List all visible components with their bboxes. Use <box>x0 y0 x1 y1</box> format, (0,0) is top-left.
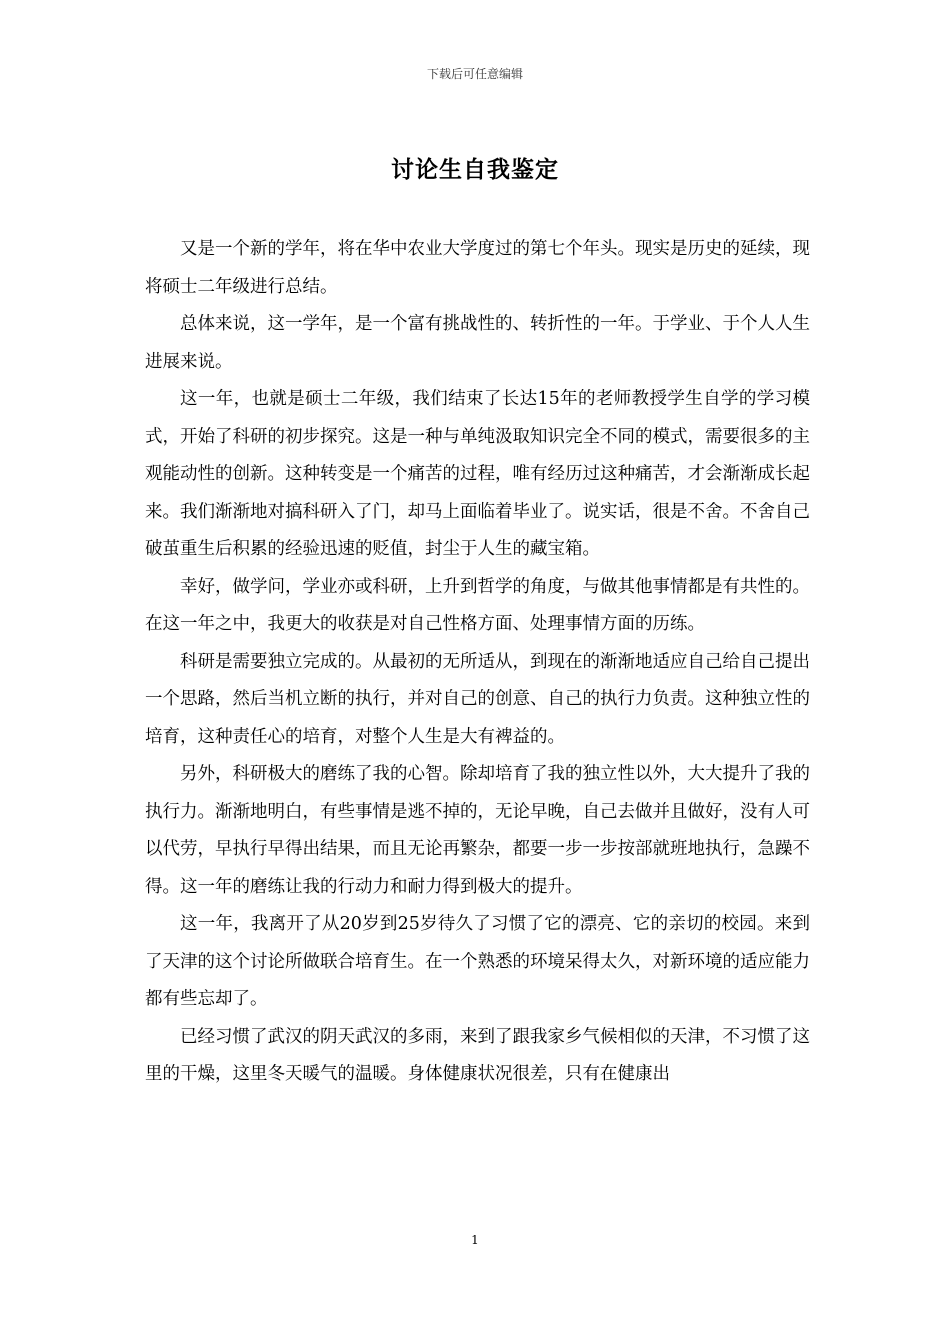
body-paragraph: 科研是需要独立完成的。从最初的无所适从，到现在的渐渐地适应自己给自己提出一个思路，然后当机立断的执行，并对自己的创意、自己的执行力负责。这种独立性的培育，这种责任心的培育，对整个人生是大有裨益的。 <box>145 651 810 747</box>
body-paragraph: 幸好，做学问，学业亦或科研，上升到哲学的角度，与做其他事情都是有共性的。在这一年之中，我更大的收获是对自己性格方面、处理事情方面的历练。 <box>145 576 810 634</box>
body-paragraph: 又是一个新的学年，将在华中农业大学度过的第七个年头。现实是历史的延续，现将硕士二年级进行总结。 <box>145 239 810 297</box>
page-header: 下载后可任意编辑 <box>426 67 523 81</box>
body-paragraph: 这一年，我离开了从20岁到25岁待久了习惯了它的漂亮、它的亲切的校园。来到了天津的这个讨论所做联合培育生。在一个熟悉的环境呆得太久，对新环境的适应能力都有些忘却了。 <box>145 914 810 1009</box>
document-title: 讨论生自我鉴定 <box>391 156 559 183</box>
body-paragraph: 已经习惯了武汉的阴天武汉的多雨，来到了跟我家乡气候相似的天津，不习惯了这里的干燥，这里冬天暖气的温暖。身体健康状况很差，只有在健康出 <box>145 1026 810 1084</box>
body-paragraph: 总体来说，这一学年，是一个富有挑战性的、转折性的一年。于学业、于个人人生进展来说。 <box>145 314 810 372</box>
page-number: 1 <box>471 1233 479 1247</box>
body-paragraph: 另外，科研极大的磨练了我的心智。除却培育了我的独立性以外，大大提升了我的执行力。渐渐地明白，有些事情是逃不掉的，无论早晚，自己去做并且做好，没有人可以代劳，早执行早得出结果，而且无论再繁杂，都要一步一步按部就班地执行，急躁不得。这一年的磨练让我的行动力和耐力得到极大的提升。 <box>145 764 810 897</box>
document-body <box>145 231 810 1094</box>
body-paragraph: 这一年，也就是硕士二年级，我们结束了长达15年的老师教授学生自学的学习模式，开始了科研的初步探究。这是一种与单纯汲取知识完全不同的模式，需要很多的主观能动性的创新。这种转变是一个痛苦的过程，唯有经历过这种痛苦，才会渐渐成长起来。我们渐渐地对搞科研入了门，却马上面临着毕业了。说实话，很是不舍。不舍自己破茧重生后积累的经验迅速的贬值，封尘于人生的藏宝箱。 <box>145 389 810 559</box>
